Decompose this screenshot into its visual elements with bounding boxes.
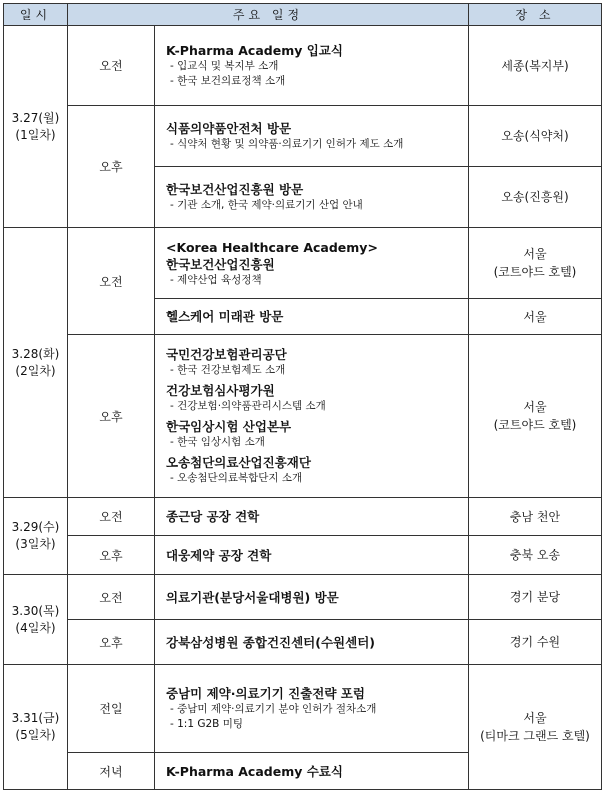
item-title: 오송첨단의료산업진흥재단 [166, 455, 311, 470]
item-sub: - 한국 건강보험제도 소개 [170, 364, 286, 376]
item-sub: - 입교식 및 복지부 소개 [170, 60, 279, 72]
item-title: 중남미 제약·의료기기 진출전략 포럼 [166, 686, 365, 701]
schedule-cell [155, 753, 469, 790]
day-cell [4, 665, 68, 790]
schedule-cell [155, 299, 469, 335]
table-row [4, 536, 602, 575]
table-row [4, 575, 602, 620]
time-cell: 저녁 [68, 753, 155, 790]
item-sub: - 건강보험·의약품관리시스템 소개 [170, 400, 326, 412]
location-line: (티마크 그랜드 호텔) [480, 729, 590, 743]
item-title: 종근당 공장 견학 [166, 509, 260, 524]
location-cell: 경기 수원 [469, 620, 602, 665]
schedule-cell [155, 167, 469, 228]
day-cell [4, 228, 68, 498]
header-date: 일시 [4, 4, 68, 26]
item-sub: - 중남미 제약·의료기기 분야 인허가 절차소개 [170, 703, 377, 715]
item-sub: - 1:1 G2B 미팅 [170, 718, 244, 730]
item-title: 식품의약품안전처 방문 [166, 121, 292, 136]
item-title: 건강보험심사평가원 [166, 383, 275, 398]
location-cell: 충북 오송 [469, 536, 602, 575]
date-label: 3.31(금) [11, 711, 60, 725]
item-title: 한국임상시험 산업본부 [166, 419, 292, 434]
day-label: (2일차) [15, 363, 56, 378]
item-title: K-Pharma Academy 입교식 [166, 43, 343, 58]
time-cell: 오전 [68, 228, 155, 335]
location-line: 서울 [523, 711, 547, 725]
location-line: (코트야드 호텔) [493, 418, 577, 432]
schedule-cell [155, 536, 469, 575]
table-row [4, 106, 602, 167]
day-label: (3일차) [15, 537, 56, 551]
item-sub: - 제약산업 육성정책 [170, 273, 262, 286]
item-sub: - 한국 임상시험 소개 [170, 436, 265, 448]
date-label: 3.27(월) [11, 110, 60, 125]
day-cell [4, 26, 68, 228]
item-title: 대웅제약 공장 견학 [166, 547, 272, 563]
location-cell: 서울 [469, 299, 602, 335]
item-title: K-Pharma Academy 수료식 [166, 763, 343, 779]
table-row [4, 665, 602, 753]
table-row [4, 335, 602, 498]
time-cell: 오후 [68, 106, 155, 228]
table-row [4, 26, 602, 106]
time-cell: 전일 [68, 665, 155, 753]
header-location: 장 소 [469, 4, 602, 26]
schedule-cell [155, 228, 469, 299]
item-title: 국민건강보험관리공단 [166, 347, 287, 362]
schedule-cell [155, 498, 469, 536]
time-cell: 오전 [68, 26, 155, 106]
item-sub: - 오송첨단의료복합단지 소개 [170, 472, 303, 484]
item-title: 한국보건산업진흥원 방문 [166, 182, 304, 197]
table-row [4, 620, 602, 665]
schedule-cell [155, 575, 469, 620]
schedule-block [166, 382, 464, 414]
time-cell: 오후 [68, 620, 155, 665]
schedule-block [166, 346, 464, 378]
location-cell [469, 335, 602, 498]
date-label: 3.29(수) [11, 520, 60, 534]
item-sub: - 한국 보건의료정책 소개 [170, 75, 286, 87]
location-line: 서울 [523, 247, 547, 261]
day-cell [4, 498, 68, 575]
item-title: <Korea Healthcare Academy> [166, 239, 378, 255]
location-cell: 세종(복지부) [469, 26, 602, 106]
schedule-block [166, 418, 464, 450]
location-cell: 충남 천안 [469, 498, 602, 536]
location-cell [469, 228, 602, 299]
schedule-cell [155, 665, 469, 753]
table-row [4, 228, 602, 299]
day-label: (4일차) [15, 620, 56, 635]
item-title: 한국보건산업진흥원 [166, 256, 275, 272]
location-cell [469, 665, 602, 790]
location-cell: 오송(진흥원) [469, 167, 602, 228]
location-cell: 오송(식약처) [469, 106, 602, 167]
item-title: 헬스케어 미래관 방문 [166, 309, 284, 324]
location-line: (코트야드 호텔) [493, 265, 577, 279]
day-cell [4, 575, 68, 665]
day-label: (1일차) [15, 127, 56, 142]
date-label: 3.30(목) [11, 603, 60, 618]
time-cell: 오후 [68, 536, 155, 575]
item-sub: - 식약처 현황 및 의약품·의료기기 인허가 제도 소개 [170, 138, 404, 150]
time-cell: 오전 [68, 575, 155, 620]
header-schedule: 주요 일정 [68, 4, 469, 26]
header-row [4, 4, 602, 26]
time-cell: 오전 [68, 498, 155, 536]
schedule-table [3, 3, 602, 790]
schedule-cell [155, 26, 469, 106]
item-title: 의료기관(분당서울대병원) 방문 [166, 589, 339, 605]
schedule-cell [155, 106, 469, 167]
day-label: (5일차) [15, 728, 56, 742]
item-title: 강북삼성병원 종합건진센터(수원센터) [166, 634, 375, 650]
date-label: 3.28(화) [11, 346, 60, 361]
schedule-cell [155, 620, 469, 665]
schedule-block [166, 454, 464, 486]
time-cell: 오후 [68, 335, 155, 498]
table-row [4, 498, 602, 536]
schedule-cell [155, 335, 469, 498]
location-cell: 경기 분당 [469, 575, 602, 620]
location-line: 서울 [523, 400, 547, 414]
item-sub: - 기관 소개, 한국 제약·의료기기 산업 안내 [170, 199, 363, 211]
